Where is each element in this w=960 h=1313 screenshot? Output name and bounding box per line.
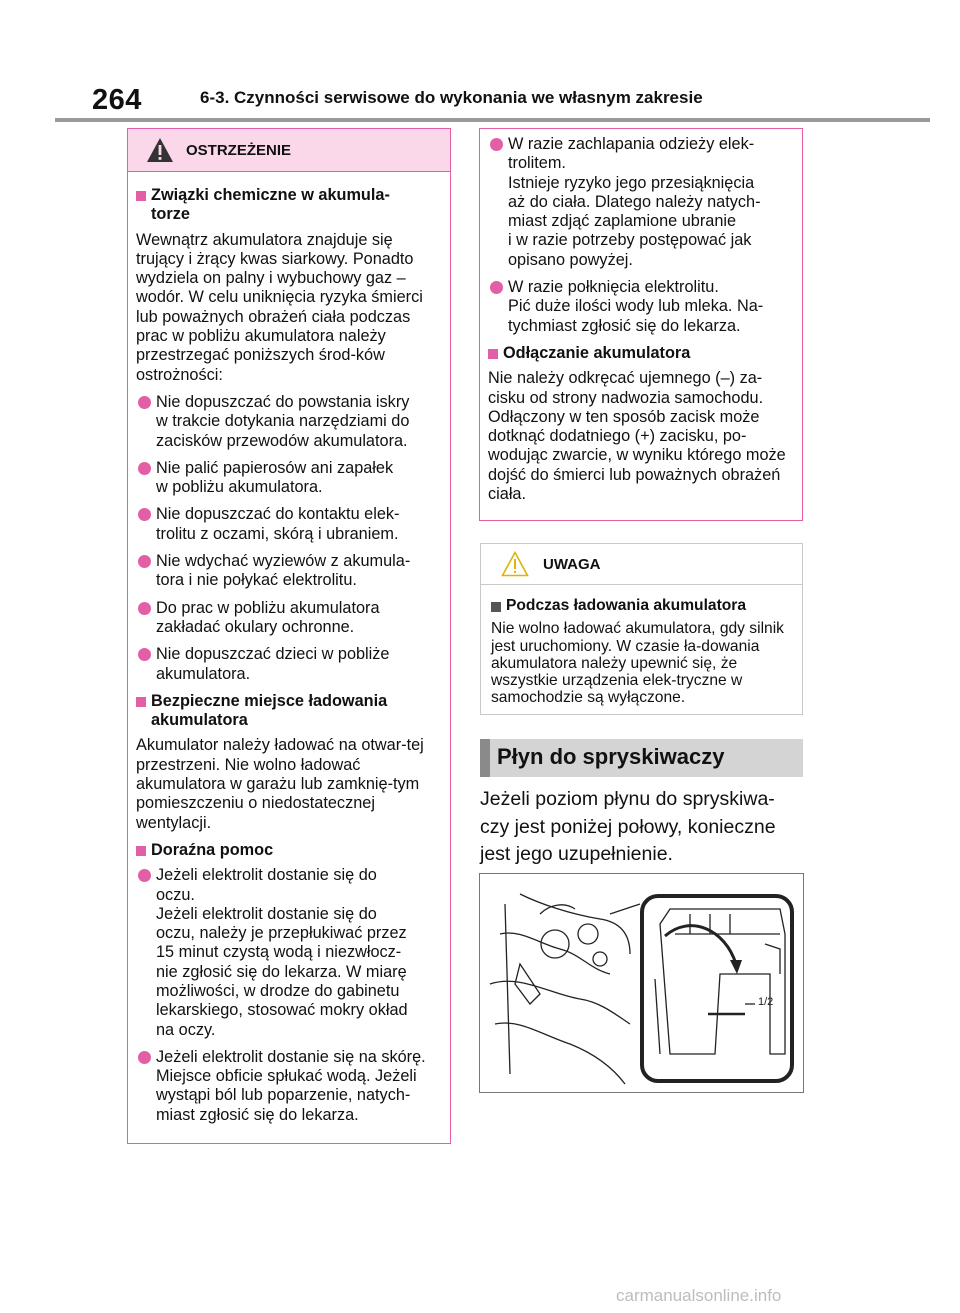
subheading-text: Doraźna pomoc: [151, 840, 274, 859]
bullet-item: [136, 1048, 443, 1125]
bullet-dot-icon: [138, 869, 151, 882]
subheading: [136, 692, 443, 731]
subheading: [136, 186, 443, 225]
subheading: [136, 841, 443, 860]
caution-heading-text: Podczas ładowania akumulatora: [506, 597, 747, 614]
bullet-item: [488, 278, 795, 336]
caution-icon: [501, 551, 529, 577]
bullet-item: [136, 393, 443, 451]
caution-header: [481, 544, 802, 585]
bullet-dot-icon: [138, 555, 151, 568]
caution-paragraph: Nie wolno ładować akumulatora, gdy silnik jest uruchomiony. W czasie ła-dowania akumulatora należy upewnić się, że wszystkie urządzenia elek-tryczne w samochodzie są wyłączone.: [491, 620, 784, 707]
bullet-dot-icon: [490, 138, 503, 151]
watermark: carmanualsonline.info: [616, 1286, 782, 1305]
warning-header: [128, 129, 450, 172]
bullet-item: [136, 645, 443, 684]
warning-content-continued: [480, 129, 802, 504]
bullet-text: Jeżeli elektrolit dostanie się do oczu. Jeżeli elektrolit dostanie się do oczu, należy je przepłukiwać przez 15 minut czystą wodą i niezwłocz- nie zgłosić się do lekarza. W miarę możliwości, w drodze do gabinetu lekarskiego, stosować mokry okład na oczy.: [156, 866, 408, 1039]
warning-content: [128, 172, 450, 1125]
bullet-dot-icon: [138, 396, 151, 409]
header-rule: [55, 118, 930, 122]
page-number: 264: [92, 84, 142, 116]
paragraph: Nie należy odkręcać ujemnego (–) za-cisku od strony nadwozia samochodu. Odłączony w ten sposób zacisk może dotknąć dodatniego (+) zacisku, po-wodując zwarcie, w wyniku którego może dojść do śmierci lub poważnych obrażeń ciała.: [488, 369, 786, 504]
bullet-item: [136, 866, 443, 1040]
level-label: 1/2: [758, 996, 774, 1008]
paragraph: Akumulator należy ładować na otwar-tej przestrzeni. Nie wolno ładować akumulatora w garażu lub zamknię-tym pomieszczeniu o niedostatecznej wentylacji.: [136, 736, 424, 832]
engine-bay-drawing: [480, 874, 802, 1091]
square-bullet-icon: [491, 602, 501, 612]
square-bullet-icon: [136, 697, 146, 707]
square-bullet-icon: [136, 846, 146, 856]
bullet-item: [136, 599, 443, 638]
bullet-text: Nie dopuszczać do powstania iskry w trakcie dotykania narzędziami do zacisków przewodów akumulatora.: [156, 392, 410, 450]
bullet-dot-icon: [138, 508, 151, 521]
bullet-text: W razie połknięcia elektrolitu. Pić duże ilości wody lub mleka. Na- tychmiast zgłosić się do lekarza.: [508, 278, 764, 335]
caution-panel: [480, 543, 803, 715]
bullet-text: W razie zachlapania odzieży elek- trolitem. Istnieje ryzyko jego przesiąknięcia aż do ciała. Dlatego należy natych- miast zdjąć zaplamione ubranie i w razie potrzeby postępować jak opisano powyżej.: [508, 135, 761, 269]
section-title: 6-3. Czynności serwisowe do wykonania we własnym zakresie: [200, 88, 703, 107]
bullet-dot-icon: [138, 1051, 151, 1064]
caution-content: [481, 585, 802, 707]
caution-heading: [491, 597, 795, 614]
warning-panel-right: [479, 128, 803, 521]
bullet-item: [136, 505, 443, 544]
square-bullet-icon: [136, 191, 146, 201]
subheading: [488, 344, 795, 363]
subheading-text: Odłączanie akumulatora: [503, 343, 691, 362]
bullet-text: Nie palić papierosów ani zapałek w pobliżu akumulatora.: [156, 458, 394, 497]
caution-title: UWAGA: [543, 555, 601, 573]
warning-panel-left: [127, 128, 451, 1144]
bullet-item: [136, 552, 443, 591]
bullet-text: Nie wdychać wyziewów z akumula- tora i nie połykać elektrolitu.: [156, 552, 411, 590]
bullet-dot-icon: [138, 462, 151, 475]
bullet-item: [136, 459, 443, 498]
bullet-dot-icon: [138, 648, 151, 661]
bullet-dot-icon: [490, 281, 503, 294]
section-heading-text: Płyn do spryskiwaczy: [497, 744, 725, 769]
bullet-item: [488, 135, 795, 270]
warning-icon: [146, 137, 174, 163]
subheading-text: Związki chemiczne w akumula- torze: [151, 186, 390, 224]
square-bullet-icon: [488, 349, 498, 359]
bullet-text: Nie dopuszczać dzieci w pobliże akumulatora.: [156, 645, 390, 683]
bullet-text: Nie dopuszczać do kontaktu elek- trolitu z oczami, skórą i ubraniem.: [156, 505, 400, 543]
bullet-text: Do prac w pobliżu akumulatora zakładać okulary ochronne.: [156, 598, 380, 636]
paragraph: Wewnątrz akumulatora znajduje się trujący i żrący kwas siarkowy. Ponadto wydziela on palny i wybuchowy gaz – wodór. W celu uniknięcia ryzyka śmierci lub poważnych obrażeń ciała podczas prac w pobliżu akumulatora należy przestrzegać poniższych środ-ków ostrożności:: [136, 230, 423, 384]
section-heading-bar: [480, 739, 490, 777]
washer-reservoir-illustration: [479, 873, 804, 1093]
bullet-text: Jeżeli elektrolit dostanie się na skórę. Miejsce obficie spłukać wodą. Jeżeli wystąpi ból lub poparzenie, natych- miast zgłosić się do lekarza.: [156, 1047, 426, 1124]
subheading-text: Bezpieczne miejsce ładowania akumulatora: [151, 691, 388, 730]
body-text: Jeżeli poziom płynu do spryskiwa- czy jest poniżej połowy, konieczne jest jego uzupełnienie.: [480, 788, 776, 865]
warning-title: OSTRZEŻENIE: [186, 141, 292, 159]
section-heading: [480, 739, 803, 777]
bullet-dot-icon: [138, 602, 151, 615]
